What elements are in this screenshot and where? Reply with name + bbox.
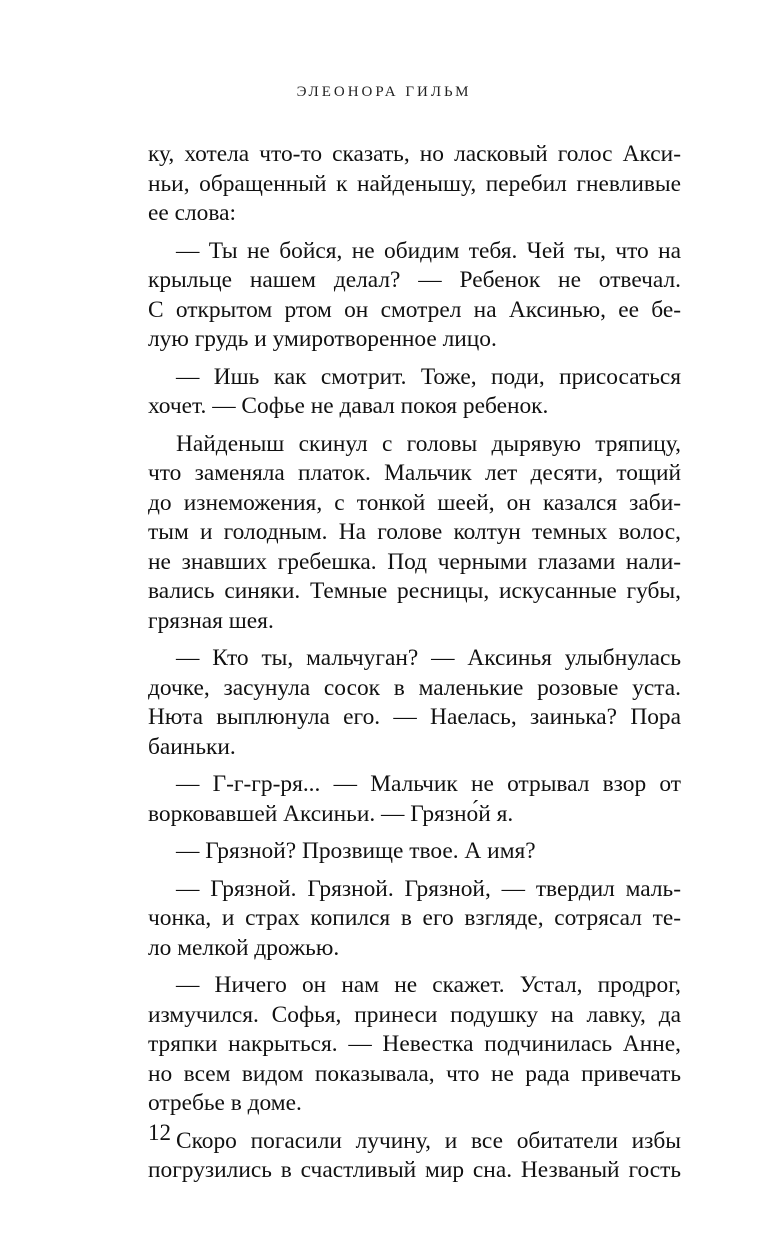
text-line: — Грязной? Прозвище твое. А имя? (176, 838, 536, 864)
paragraph (148, 644, 681, 762)
text-line: отребье в доме. (148, 1090, 302, 1116)
text-line: Нюта выплюнула его. — Наелась, заинька? Пора (148, 704, 681, 730)
text-line: дочке, засунула сосок в маленькие розовые уста. (148, 674, 681, 701)
text-line: — Кто ты, мальчуган? — Аксинья улыбнулась (176, 645, 681, 671)
paragraph-gap (148, 963, 681, 971)
text-line: С открытом ртом он смотрел на Аксинью, ее бе- (148, 296, 681, 323)
text-line: вались синяки. Темные ресницы, искусанные губы, (148, 578, 681, 604)
text-line: хочет. — Софье не давал покоя ребенок. (148, 393, 549, 419)
paragraph-gap (148, 422, 681, 430)
text-line: Найденыш скинул с головы дырявую тряпицу, (176, 430, 681, 457)
paragraph (148, 430, 681, 637)
text-line: тым и голодным. На голове колтун темных волос, (148, 519, 681, 545)
paragraph-gap (148, 636, 681, 644)
paragraph (148, 770, 681, 829)
text-line: что заменяла платок. Мальчик лет десяти, тощий (148, 460, 681, 486)
text-line: до изнеможения, с тонкой шеей, он казался заби- (148, 489, 681, 516)
text-line: но всем видом показывала, что не рада привечать (148, 1060, 681, 1087)
text-line: — Грязной. Грязной. Грязной, — твердил маль- (176, 875, 681, 902)
paragraph-gap (148, 762, 681, 770)
text-line: тряпки накрыться. — Невестка подчинилась Анне, (148, 1031, 681, 1057)
paragraph-gap (148, 867, 681, 875)
page-number: 12 (148, 1120, 171, 1145)
text-line: баиньки. (148, 733, 236, 760)
text-line: — Ишь как смотрит. Тоже, поди, присосаться (176, 363, 681, 390)
text-line: — Ты не бойся, не обидим тебя. Чей ты, что на (176, 237, 681, 264)
text-line: Скоро погасили лучину, и все обитатели избы (176, 1127, 681, 1154)
text-line: измучился. Софья, принеси подушку на лавку, да (148, 1001, 681, 1028)
text-line: ло мелкой дрожью. (148, 934, 340, 961)
text-line: чонка, и страх копился в его взгляде, сотрясал те- (148, 905, 681, 931)
text-line: ньи, обращенный к найденышу, перебил гневливые (148, 170, 681, 197)
text-line: — Г-г-гр-ря... — Мальчик не отрывал взор от (176, 771, 681, 797)
paragraph (148, 971, 681, 1119)
paragraph-gap (148, 1119, 681, 1127)
paragraph (148, 875, 681, 964)
paragraph (148, 363, 681, 422)
text-line: грязная шея. (148, 607, 274, 634)
paragraph-gap (148, 229, 681, 237)
paragraph-gap (148, 355, 681, 363)
text-line: ворковавшей Аксиньи. — Грязно́й я. (148, 800, 514, 827)
text-line: лую грудь и умиротворенное лицо. (148, 326, 497, 352)
text-line: — Ничего он нам не скажет. Устал, продрог, (176, 972, 681, 998)
paragraph (148, 140, 681, 229)
text-line: погрузились в счастливый мир сна. Незваный гость (148, 1157, 681, 1183)
paragraph (148, 837, 681, 867)
paragraph (148, 1127, 681, 1186)
text-line: не знавших гребешка. Под черными глазами нали- (148, 548, 681, 575)
paragraph (148, 237, 681, 355)
running-title: ЭЛЕОНОРА ГИЛЬМ (296, 84, 472, 100)
body-text (148, 140, 681, 1186)
paragraph-gap (148, 829, 681, 837)
text-line: ее слова: (148, 200, 236, 226)
text-line: крыльце нашем делал? — Ребенок не отвечал. (148, 267, 681, 293)
text-line: ку, хотела что-то сказать, но ласковый голос Акси- (148, 141, 681, 167)
